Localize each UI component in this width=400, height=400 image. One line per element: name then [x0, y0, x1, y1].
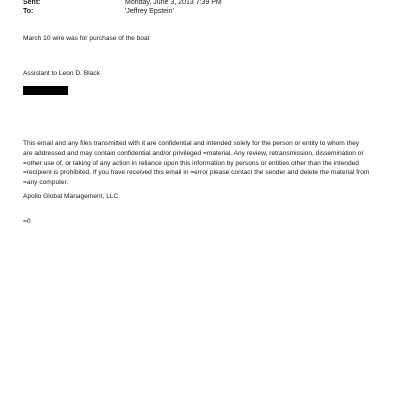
signature-text: Assistant to Leon D. Black: [23, 70, 100, 77]
sent-row: [23, 0, 222, 7]
disclaimer-line: This email and any files transmitted with it are confidential and intended solely for the person or entity to whom they: [23, 140, 360, 147]
to-row: [23, 7, 174, 16]
to-value: 'Jeffrey Epstein': [125, 8, 174, 15]
disclaimer-line: =recipient is prohibited. If you have received this email in =error please contact the sender and delete the material from: [23, 169, 370, 177]
message-text: March 10 wire was for purchase of the boat: [23, 35, 150, 42]
footer-mark: =0: [23, 218, 31, 225]
confidentiality-disclaimer: [23, 139, 383, 188]
to-label: To:: [23, 8, 34, 15]
redaction-block: [23, 86, 68, 95]
disclaimer-line: are addressed and may contain confidential and/or privileged =material. Any review, retransmission, dissemination or: [23, 149, 364, 157]
disclaimer-line: =any computer.: [23, 179, 69, 187]
sent-value: Monday, June 3, 2013 7:39 PM: [125, 0, 222, 6]
disclaimer-line: =other use of, or taking of any action in reliance upon this information by persons or entities other than the intended: [23, 159, 359, 167]
company-name: Apollo Global Management, LLC: [23, 193, 119, 200]
sent-label: Sent:: [23, 0, 41, 6]
